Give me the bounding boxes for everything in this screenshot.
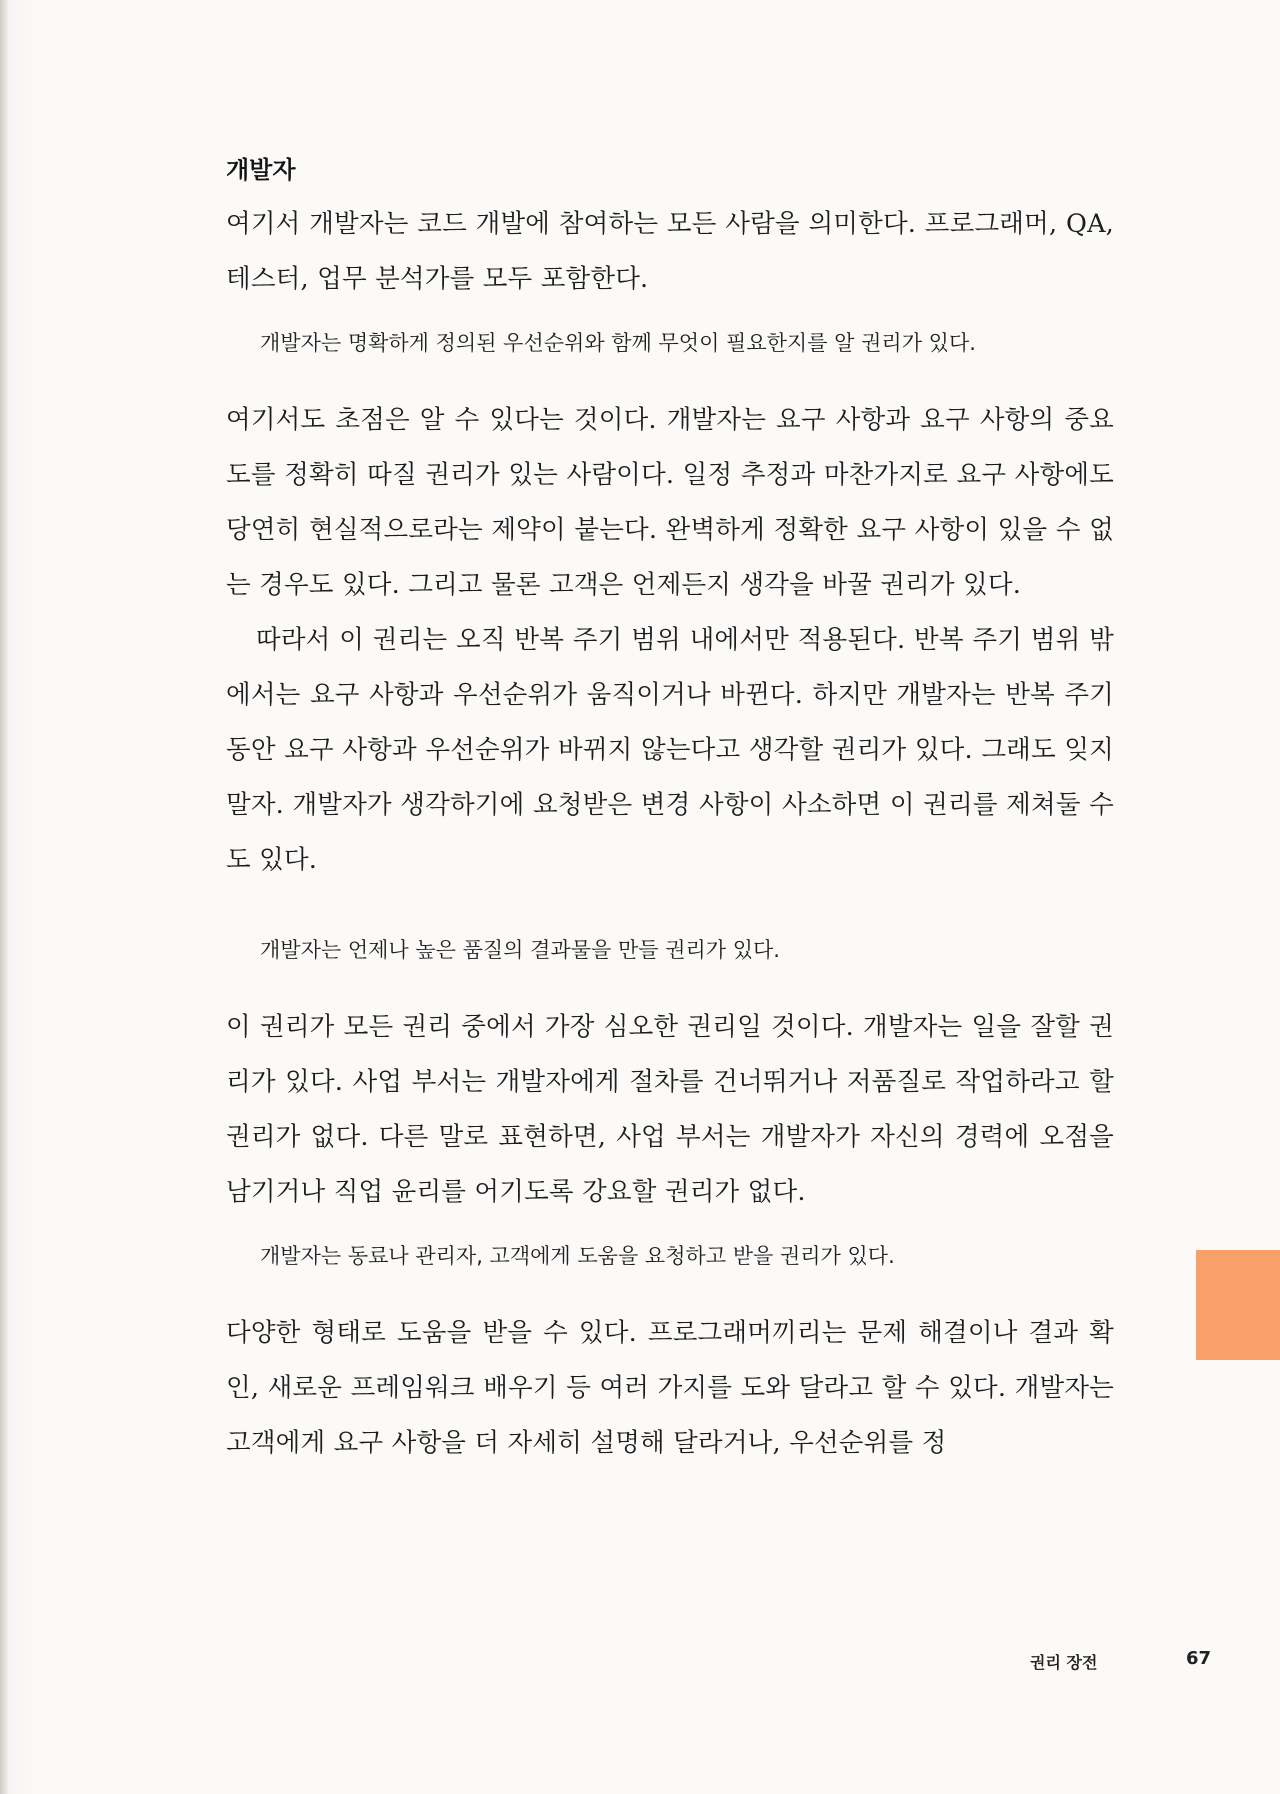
right-statement-2: 개발자는 언제나 높은 품질의 결과물을 만들 권리가 있다. bbox=[260, 938, 780, 962]
body-paragraph-1: 여기서도 초점은 알 수 있다는 것이다. 개발자는 요구 사항과 요구 사항의 중요도를 정확히 따질 권리가 있는 사람이다. 일정 추정과 마찬가지로 요구 사항에도 당연히 현실적으로라는 제약이 붙는다. 완벽하게 정확한 요구 사항이 있을 수 없는 경우도 있다. 그리고 물론 고객은 언제든지 생각을 바꿀 권리가 있다. bbox=[226, 405, 1114, 600]
chapter-side-tab bbox=[1196, 1250, 1280, 1360]
body-paragraph-4: 다양한 형태로 도움을 받을 수 있다. 프로그래머끼리는 문제 해결이나 결과 확인, 새로운 프레임워크 배우기 등 여러 가지를 도와 달라고 할 수 있다. 개발자는 고객에게 요구 사항을 더 자세히 설명해 달라거나, 우선순위를 정 bbox=[226, 1318, 1114, 1458]
intro-paragraph: 여기서 개발자는 코드 개발에 참여하는 모든 사람을 의미한다. 프로그래머, QA, 테스터, 업무 분석가를 모두 포함한다. bbox=[226, 209, 1114, 294]
page-content bbox=[226, 150, 1114, 1471]
section-heading: 개발자 bbox=[226, 156, 296, 184]
binding-shadow bbox=[0, 0, 8, 1794]
body-paragraph-3: 이 권리가 모든 권리 중에서 가장 심오한 권리일 것이다. 개발자는 일을 잘할 권리가 있다. 사업 부서는 개발자에게 절차를 건너뛰거나 저품질로 작업하라고 할 권리가 없다. 다른 말로 표현하면, 사업 부서는 개발자가 자신의 경력에 오점을 남기거나 직업 윤리를 어기도록 강요할 권리가 없다. bbox=[226, 1012, 1114, 1207]
page-number: 67 bbox=[1186, 1648, 1212, 1669]
right-statement-3: 개발자는 동료나 관리자, 고객에게 도움을 요청하고 받을 권리가 있다. bbox=[260, 1244, 895, 1268]
body-paragraph-2: 따라서 이 권리는 오직 반복 주기 범위 내에서만 적용된다. 반복 주기 범위 밖에서는 요구 사항과 우선순위가 움직이거나 바뀐다. 하지만 개발자는 반복 주기 동안 요구 사항과 우선순위가 바뀌지 않는다고 생각할 권리가 있다. 그래도 잊지 말자. 개발자가 생각하기에 요청받은 변경 사항이 사소하면 이 권리를 제쳐둘 수도 있다. bbox=[226, 625, 1114, 875]
right-statement-1: 개발자는 명확하게 정의된 우선순위와 함께 무엇이 필요한지를 알 권리가 있다. bbox=[260, 331, 976, 355]
running-footer-title: 권리 장전 bbox=[1030, 1653, 1098, 1672]
